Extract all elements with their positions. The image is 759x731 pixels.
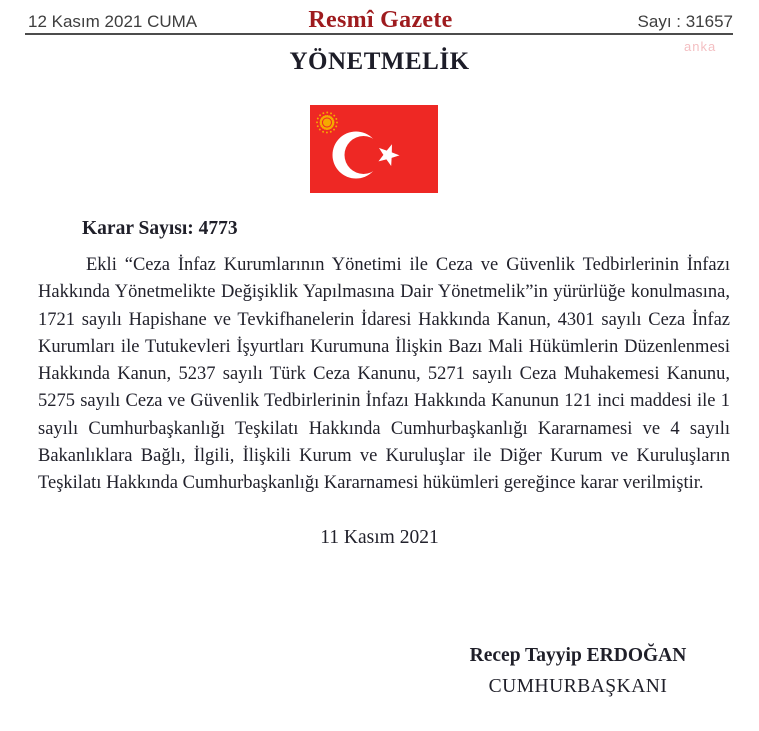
- decision-paragraph: [38, 252, 730, 498]
- paragraph-line: Teşkilatı Hakkında Cumhurbaşkanlığı Kararnamesi hükümleri gereğince karar verilmiştir.: [38, 473, 704, 494]
- signature-name: Recep Tayyip ERDOĞAN: [469, 645, 687, 666]
- signature-title: CUMHURBAŞKANI: [488, 676, 668, 697]
- masthead: [0, 0, 759, 34]
- paragraph-line: Hakkında Yönetmelikte Değişiklik Yapılmasına Dair Yönetmelik”in yürürlüğe konulmasına,: [38, 282, 730, 303]
- signature-block: [418, 645, 738, 698]
- gazette-date: 12 Kasım 2021 CUMA: [28, 12, 198, 31]
- section-heading: YÖNETMELİK: [289, 48, 470, 75]
- paragraph-line: Hakkında Kanun, 5237 sayılı Türk Ceza Kanunu, 5271 sayılı Ceza Muhakemesi Kanunu,: [38, 364, 730, 385]
- decision-number: Karar Sayısı: 4773: [82, 218, 238, 239]
- seal-sun-core: [323, 119, 331, 127]
- gazette-issue-number: Sayı : 31657: [637, 12, 733, 31]
- gazette-title: Resmî Gazete: [308, 7, 453, 33]
- crescent-inner-cutout: [345, 136, 383, 174]
- paragraph-line: Bakanlıklara Bağlı, İlgili, İlişkili Kurum ve Kuruluşlar ile Diğer Kurum ve Kuruluşların: [38, 446, 730, 467]
- masthead-divider: [25, 33, 733, 35]
- paragraph-line: 5275 sayılı Ceza ve Güvenlik Tedbirlerinin İnfazı Hakkında Kanunun 121 inci maddesi ile 1: [38, 391, 730, 412]
- press-watermark: anka: [684, 39, 717, 54]
- decision-date: 11 Kasım 2021: [320, 527, 439, 548]
- turkish-presidential-flag: [310, 105, 438, 193]
- paragraph-line: Ekli “Ceza İnfaz Kurumlarının Yönetimi ile Ceza ve Güvenlik Tedbirlerinin İnfazı: [86, 255, 730, 275]
- paragraph-line: sayılı Cumhurbaşkanlığı Teşkilatı Hakkında Cumhurbaşkanlığı Kararnamesi ve 4 sayılı: [38, 418, 730, 439]
- paragraph-line: Kurumları ile Tutukevleri İşyurtları Kurumuna İlişkin Bazı Mali Hükümlerin Düzenlenmesi: [38, 336, 730, 357]
- presidential-seal-icon: [317, 113, 337, 133]
- paragraph-line: 1721 sayılı Hapishane ve Tevkifhanelerin İdaresi Hakkında Kanun, 4301 sayılı Ceza İnfaz: [38, 309, 730, 330]
